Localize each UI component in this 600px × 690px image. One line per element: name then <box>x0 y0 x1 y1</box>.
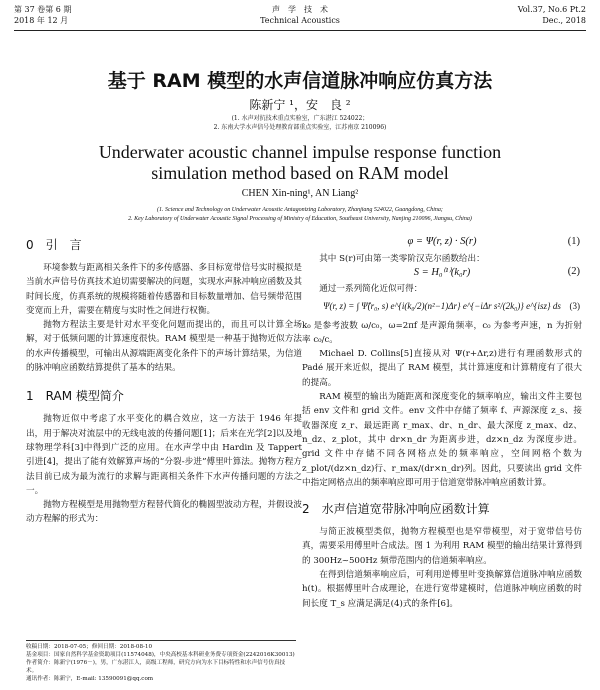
journal-name <box>14 4 586 26</box>
equation-1 <box>302 236 582 252</box>
ram-output-paragraph: RAM 模型的输出为随距离和深度变化的频率响应，输出文件主要包括 env 文件和 grid 文件。env 文件中存储了频率 f、声源深度 z_s、接收器深度 z_r、最远距离 r_max、dr、n_dr、最大深度 z_max、dz、n_dz、z_plot，其中 dr×n_dr 为距离步进，dz×n_dz 为深度步进。grid 文件中存储不同各网格点处的频率响应，空间网格个数为 z_plot/(dz×n_dz)行、r_max/(dr×n_dr)列。因此，只要读出 grid 文件中指定网格点出的频率响应即可用于信道宽带脉冲响应函数计算。 <box>302 392 582 488</box>
affiliation-cn-1: (1. 水声对抗技术重点实验室，广东湛江 524022； <box>231 115 369 122</box>
equation-3-number: (3) <box>569 300 580 311</box>
section2-paragraph-2: 在得到信道频率响应后，可利用逆傅里叶变换解算信道脉冲响应函数 h(t)。根据傅里叶合成理论，在进行宽带建模时，信道脉冲响应函数的时间长度 T_s 应满足满足(4)式的条件[6]。 <box>302 570 582 609</box>
section2-paragraph-1: 与简正波模型类似，抛物方程模型也是窄带模型，对于宽带信号仿真，需要采用傅里叶合成法。图 1 为利用 RAM 模型的输出结果计算得到的 300Hz~500Hz 频带范围内的信道频率响应。 <box>302 527 582 566</box>
affiliation-en-1: (1. Science and Technology on Underwater Acoustic Antagonizing Laboratory, Zhanjiang 524022, Guangdong, China; <box>157 207 443 213</box>
affiliation-cn-2: 2. 东南大学水声信号处理教育部重点实验室，江苏南京 210096) <box>213 124 387 131</box>
affiliations-cn <box>0 114 600 132</box>
page-header <box>14 4 586 31</box>
equation-1-formula: φ = Ψ(r, z) · S(r) <box>407 236 477 247</box>
variable-definitions: k₀ 是参考波数 ω/c₀，ω=2πf 是声源角频率，c₀ 为参考声速，n 为折射率 c₀/c。 <box>302 320 582 345</box>
authors-en: CHEN Xin-ning¹, AN Liang² <box>241 188 359 199</box>
volume-issue-en: Vol.37, No.6 Pt.2 <box>517 5 586 14</box>
footnote-block <box>26 640 296 683</box>
left-column <box>26 236 302 527</box>
issue-date-en: Dec., 2018 <box>542 16 586 25</box>
footnote-author-bio: 作者简介：陈新宁(1976－)，男，广东湛江人，高级工程师，研究方向为水下目标特性和水声信号仿真技术。 <box>26 660 286 674</box>
affiliation-en-2: 2. Key Laboratory of Underwater Acoustic Signal Processing of Ministry of Education, Southeast University, Nanjing 210096, Jiangsu, China) <box>128 216 472 222</box>
footnote-fund: 基金项目：国家自然科学基金资助项目(11574048)，中央高校基本科研业务费专项资金(2242016K30013) <box>26 652 295 658</box>
section-heading-impulse-response: 2 水声信道宽带脉冲响应函数计算 <box>302 502 490 517</box>
section-heading-ram-model: 1 RAM 模型简介 <box>26 389 124 404</box>
journal-issue-en <box>518 4 586 26</box>
footnote-corresponding: 通讯作者：陈新宁，E-mail: 13590091@qq.com <box>26 676 154 682</box>
affiliations-en <box>18 206 582 224</box>
issue-date-cn: 2018 年 12 月 <box>14 16 69 25</box>
equation-2-formula: S = H₀⁽¹⁾(k₀r) <box>413 267 471 279</box>
collins-paragraph: Michael D. Collins[5]直接从对 Ψ(r+Δr,z)进行有理函数形式的 Padé 展开来近似，提出了 RAM 模型，其计算速度和计算精度有了很大的提高。 <box>302 349 582 388</box>
footnote-received: 收稿日期：2018-07-05；修回日期：2018-08-10 <box>26 644 153 650</box>
section-heading-introduction: 0 引 言 <box>26 238 82 252</box>
volume-issue: 第 37 卷第 6 期 <box>14 5 72 14</box>
paper-title-en <box>0 142 600 184</box>
equation-2-number: (2) <box>567 266 580 278</box>
journal-name-cn: 声 学 技 术 <box>272 5 328 14</box>
right-column <box>302 236 582 611</box>
equation-3-formula: Ψ(r, z) = ∫ Ψ̂(r₀, s) e^{i(k₀/2)(n²−1)Δr} e^{−iΔr s²/(2k₀)} e^{isz} ds <box>323 300 561 311</box>
text-after-eq1: 其中 S(r)可由第一类零阶汉克尔函数给出： <box>319 254 485 264</box>
authors-cn: 陈新宁 ¹，安 良 ² <box>249 98 351 112</box>
equation-1-number: (1) <box>567 236 580 247</box>
ram-paragraph-2: 抛物方程模型是用抛物型方程替代简化的椭圆型波动方程，并假设波动方程解的形式为： <box>26 500 302 525</box>
intro-paragraph-1: 环境参数与距离相关条件下的多传感器、多目标宽带信号实时模拟是当前水声信号仿真技术迫切需要解决的问题，实现水声脉冲响应函数及其时间长度，仿真系统的规模将随着传感器和目标数量增加、信号频带范围变宽而上升，需要在精度与实时性之间进行权衡。 <box>26 263 302 316</box>
equation-3 <box>302 297 582 319</box>
ram-paragraph-1: 抛物近似中考虑了水平变化的耦合效应，这一方法于 1946 年提出，用于解决对流层中的无线电波的传播问题[1]；后来在光学[2]以及地球物理学科[3]中得到广泛的应用。在水声学中由 Hardin 及 Tappert 引进[4]，提出了能有效解算声场的“分裂-步进”傅里叶算法。抛物方程方法目前已成为最为流行的求解与距离相关条件下水声传播问题的方法之一。 <box>26 414 302 496</box>
paper-title-en-line2: simulation method based on RAM model <box>151 163 449 183</box>
paper-title-cn: 基于 RAM 模型的水声信道脉冲响应仿真方法 <box>107 70 493 92</box>
journal-name-en: Technical Acoustics <box>260 16 340 25</box>
text-after-eq2: 通过一系列简化近似可得： <box>319 284 423 295</box>
equation-2 <box>302 266 582 282</box>
paper-title-en-line1: Underwater acoustic channel impulse response function <box>98 142 502 162</box>
intro-paragraph-2: 抛物方程法主要是针对水平变化问题而提出的，而且可以计算全场解，对于低频问题的计算速度很快。RAM 模型是一种基于抛物近似方法的水声传播模型，可输出从源端距离变化条件下的声场计算结果，为信道的脉冲响应函数结算提供了基本的结果。 <box>26 320 302 374</box>
